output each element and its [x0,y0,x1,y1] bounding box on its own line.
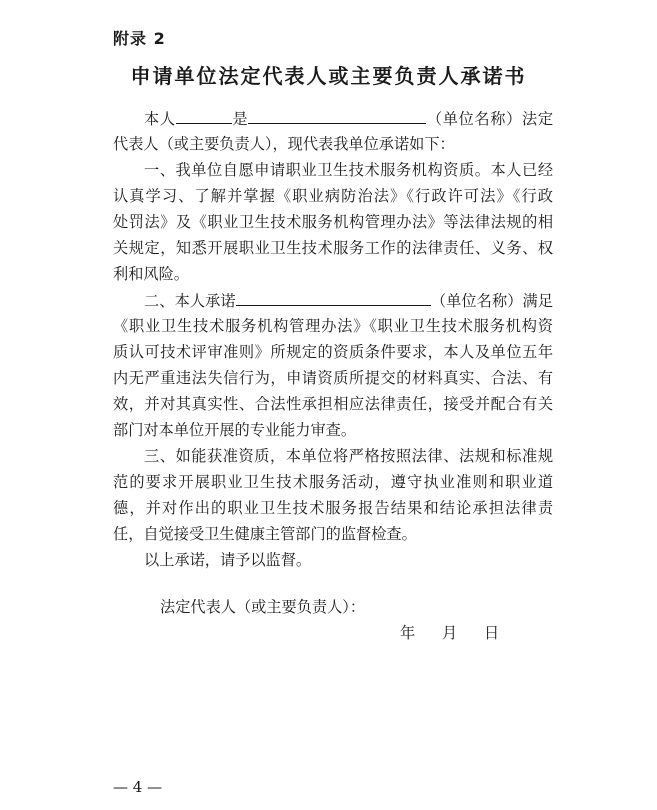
section1-line: 利和风险。 [113,265,189,283]
document-title: 申请单位法定代表人或主要负责人承诺书 [130,64,527,88]
section3-line: 三、如能获准资质，本单位将严格按照法律、法规和标准规 [144,447,553,465]
date-year: 年 [400,624,416,642]
closing-line: 以上承诺，请予以监督。 [144,551,312,569]
appendix-label: 附录 2 [113,29,166,48]
intro-text-2: 是 [231,110,249,128]
section2-text-post: （单位名称）满足 [430,292,554,310]
section2-line-1 [144,290,553,311]
name-blank[interactable] [176,108,232,124]
signature-label: 法定代表人（或主要负责人）： [160,598,366,616]
section2-line: 部门对本单位开展的专业能力审查。 [113,421,356,439]
intro-text-1: 本人 [144,110,176,128]
section2-text-pre: 二、本人承诺 [144,292,236,310]
section1-line: 一、我单位自愿申请职业卫生技术服务机构资质。本人已经 [144,161,553,179]
section3-line: 德，并对作出的职业卫生技术服务报告结果和结论承担法律责 [113,499,553,517]
page-number: — 4 — [113,778,163,796]
intro-line-1 [144,108,553,129]
section2-line: 质认可技术评审准则》所规定的资质条件要求，本人及单位五年 [113,343,553,361]
date-line [400,622,499,643]
section2-line: 《职业卫生技术服务机构管理办法》《职业卫生技术服务机构资 [113,317,553,335]
section1-line: 处罚法》及《职业卫生技术服务机构管理办法》等法律法规的相 [113,213,553,231]
section3-line: 任，自觉接受卫生健康主管部门的监督检查。 [113,525,417,543]
unit-name-blank-2[interactable] [236,290,431,306]
unit-name-blank[interactable] [248,108,426,124]
section1-line: 关规定，知悉开展职业卫生技术服务工作的法律责任、义务、权 [113,239,553,257]
date-month: 月 [442,624,458,642]
section3-line: 范的要求开展职业卫生技术服务活动，遵守执业准则和职业道 [113,473,553,491]
intro-text-3: （单位名称）法定 [426,110,554,128]
section2-line: 内无严重违法失信行为，申请资质所提交的材料真实、合法、有 [113,369,553,387]
section2-line: 效，并对其真实性、合法性承担相应法律责任，接受并配合有关 [113,395,553,413]
section1-line: 认真学习、了解并掌握《职业病防治法》《行政许可法》《行政 [113,187,553,205]
date-day: 日 [484,624,500,642]
intro-line-2: 代表人（或主要负责人），现代表我单位承诺如下： [113,135,455,153]
